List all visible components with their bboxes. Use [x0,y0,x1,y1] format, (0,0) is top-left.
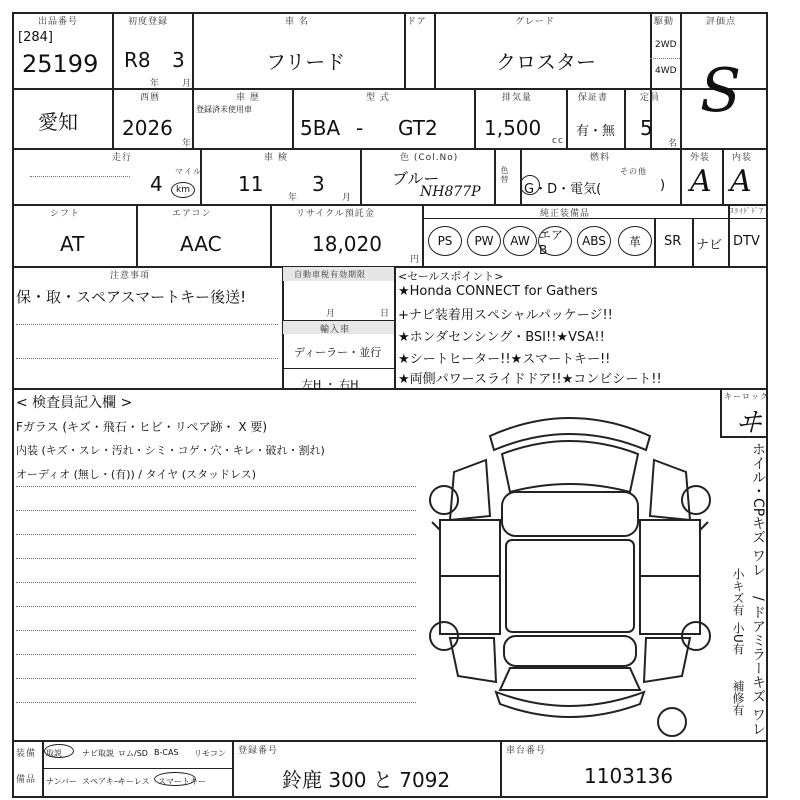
rule [394,266,396,388]
sales-point-4: ★シートヒーター!!★スマートキー!! [398,352,611,367]
writing-line [16,486,416,487]
right-rear-wheel-icon [682,622,710,650]
inspection-month: 3 [312,172,325,196]
rule [500,740,502,798]
accessory-item: B-CAS [154,748,179,757]
capacity-unit: 名 [668,139,679,149]
attention-text: 保・取・スペアスマートキー後送! [16,288,247,306]
lot-label: 出品番号 [38,17,79,27]
rule [360,148,362,204]
door-label: ドア [407,17,427,27]
ac: AAC [180,232,222,256]
capacity-label: 定員 [640,93,661,103]
inspection-line-1: Fガラス (キズ・飛石・ヒビ・リペア跡・ X 要) [16,420,268,434]
fuel: G・D・電気( [524,182,602,197]
first-reg-era: R8 [124,48,151,72]
writing-line [16,582,416,583]
sales-point-3: ★ホンダセンシング・BSI!!★VSA!! [398,330,605,345]
year-unit2: 年 [182,139,193,149]
rule [650,58,680,59]
car-name: フリード [266,50,346,74]
rule [654,218,656,266]
equipment-dtv: DTV [733,234,760,249]
attention-label: 注意事項 [110,271,151,281]
equipment-item: ABS [577,226,611,256]
recall-label: 自動車税有効期限 [294,270,366,279]
writing-line [16,630,416,631]
shift: AT [60,232,85,256]
handle: 左H ・ 右H [302,378,359,391]
sales-point-1: ★Honda CONNECT for Gathers [398,284,598,299]
attached-label: 装備 [16,749,37,759]
spare-wheel-icon [658,708,686,736]
left-rear-door [440,576,500,634]
score-label: 評価点 [706,17,737,27]
fuel-close: ) [660,178,666,193]
roof [506,540,634,632]
displacement-label: 排気量 [502,93,533,103]
color-code: NH877P [420,184,481,200]
inspection-label: 車 検 [264,153,288,163]
import-type: ディーラー・並行 [294,346,382,359]
recycle-label: リサイクル預託金 [296,209,375,219]
vin-label: 車台番号 [506,746,547,756]
vin: 1103136 [584,764,674,788]
inspection-month-unit: 月 [342,193,353,203]
mileage-label: 走行 [112,153,133,163]
left-quarter [450,638,496,682]
writing-line [16,534,416,535]
year-unit: 年 [150,79,161,89]
accessory-item: キーレス [118,777,150,786]
rule [270,204,272,266]
accessory-item: ロム/SD [118,749,148,758]
warranty-label: 保証書 [578,93,609,103]
key-lock-label: キーロック [724,392,769,401]
recycle-unit: 円 [410,255,421,265]
attached-label-2: 備品 [16,775,37,785]
model-code: GT2 [398,116,438,140]
car-diagram [420,400,720,740]
right-front-wheel-icon [682,486,710,514]
writing-line [16,510,416,511]
grade-label: グレード [515,17,556,27]
km-circle [171,182,195,198]
accessory-item: リモコン [194,749,226,758]
rule [12,388,768,390]
accessory-item: ナンバー [46,777,78,786]
displacement-unit: cc [552,136,564,146]
capacity: 5 [640,116,653,140]
displacement: 1,500 [484,116,542,140]
equipment-item: エアB [538,226,572,256]
left-front-fender [450,460,490,520]
equipment-label: 純正装備品 [540,209,591,219]
right-rear-door [640,576,700,634]
inspection-line-3: オーディオ (無し・(有)) / タイヤ (スタッドレス) [16,468,257,481]
recall-month: 月 [326,309,337,319]
grade: クロスター [496,50,596,74]
left-rear-wheel-icon [430,622,458,650]
rule [12,740,768,742]
equipment-item: AW [503,226,537,256]
rule [112,88,114,148]
first-reg-label: 初度登録 [128,17,169,27]
rule [16,324,278,325]
rule [624,88,626,148]
plate: 鈴鹿 300 と 7092 [282,768,451,792]
writing-line [16,678,416,679]
sales-label: <セールスポイント> [398,270,504,283]
lot-bracket: [284] [18,30,53,45]
inspection-title: < 検査員記入欄 > [16,395,133,411]
drive-4wd: 4WD [655,66,677,76]
color-label: 色 (Col.No) [400,153,459,163]
left-front-door [440,520,500,576]
left-mirror [432,522,440,530]
region: 愛知 [38,110,78,134]
mileage-unit: km [176,185,190,195]
remark-col-5: 補修有 [731,680,745,716]
rule [192,88,194,148]
rule [566,88,568,148]
accessory-item: スペアキー [82,777,122,786]
equipment-item: 革 [618,226,652,256]
sales-point-2: +ナビ装着用スペシャルパッケージ!! [398,308,613,323]
rule [42,768,232,769]
remark-col-4: 小U有 [731,622,745,655]
writing-line [16,558,416,559]
accessory-check-mark [154,772,196,786]
rule [16,358,278,359]
drive-2wd: 2WD [655,40,677,50]
interior-grade: A [730,164,752,199]
accessory-item: スマートキー [158,777,206,786]
rule [692,218,694,266]
fuel-label: 燃料 [590,153,611,163]
front-bumper [490,418,650,450]
rule [12,204,768,206]
drive-label: 駆動 [654,17,675,27]
model-dash: - [356,116,364,140]
accessory-item: 取説 [46,749,62,758]
rule [494,148,496,204]
equipment-navi: ナビ [696,238,723,253]
rule [232,740,234,798]
rule [520,148,522,204]
rule [680,12,682,204]
month-unit: 月 [182,79,193,89]
inspection-year-unit: 年 [288,193,299,203]
writing-line [16,702,416,703]
right-quarter [644,638,690,682]
right-front-door [640,520,700,576]
ac-label: エアコン [172,209,212,219]
history-sub: 登録済未使用車 [196,105,252,114]
model-label: 型 式 [366,93,390,103]
lot-number: 25199 [22,50,99,78]
accessory-check-mark [44,744,74,758]
mile-label: マイル [175,167,202,176]
rule [136,204,138,266]
equipment-sr: SR [664,234,682,249]
car-name-label: 車 名 [285,17,309,27]
history-label: 車 歴 [236,93,260,103]
year-label: 西暦 [140,93,161,103]
rule [112,12,114,88]
inspection-line-2: 内装 (キズ・スレ・汚れ・シミ・コゲ・穴・キレ・破れ・割れ) [16,444,325,457]
rear-panel [500,668,640,690]
rear-bumper [496,692,644,717]
sliding-label: ｽﾗｲﾄﾞﾄﾞｱ [730,207,764,215]
recycle: 18,020 [312,232,382,256]
rear-windshield [504,636,636,666]
remark-col-2: 小キズ有 [731,568,745,616]
interior-label: 内装 [732,153,753,163]
key-lock-mark: ヰ [736,408,763,438]
remark-col-1: ホイル・CPキズ ワレ [750,442,766,577]
rule [434,12,436,88]
mileage: 4 [150,172,163,196]
writing-line [16,654,416,655]
rule [722,148,724,204]
exterior-label: 外装 [690,153,711,163]
first-reg-month: 3 [172,48,185,72]
sales-point-5: ★両側パワースライドドア!!★コンビシート!! [398,372,662,387]
score: S [700,56,742,126]
rule [404,12,406,88]
rule [422,204,424,266]
rule [282,368,394,369]
equipment-item: PW [467,226,501,256]
front-windshield [502,492,638,536]
rule [474,88,476,148]
color: ブルー [392,169,440,188]
exterior-grade: A [690,164,712,199]
shift-label: シフト [50,209,81,219]
rule [292,88,294,148]
remark-col-3: / ドアミラーキズ ワレ [750,596,766,736]
accessory-item: ナビ取説 [82,749,114,758]
warranty: 有・無 [576,124,616,139]
rule [192,12,194,88]
model-prefix: 5BA [300,116,341,140]
inspection-year: 11 [238,172,264,196]
import-label: 輸入車 [320,325,351,335]
year: 2026 [122,116,173,140]
fuel-other: その他 [620,167,647,176]
rule [30,176,130,177]
hood [502,441,638,492]
recall-day: 日 [380,309,391,319]
right-mirror [700,522,708,530]
equipment-item: PS [428,226,462,256]
left-front-wheel-icon [430,486,458,514]
rule [282,320,394,321]
fuel-g-circle [520,175,540,195]
plate-label: 登録番号 [238,746,279,756]
writing-line [16,606,416,607]
right-front-fender [650,460,690,520]
rule [422,218,768,219]
color-change-label: 色替 [500,166,509,184]
